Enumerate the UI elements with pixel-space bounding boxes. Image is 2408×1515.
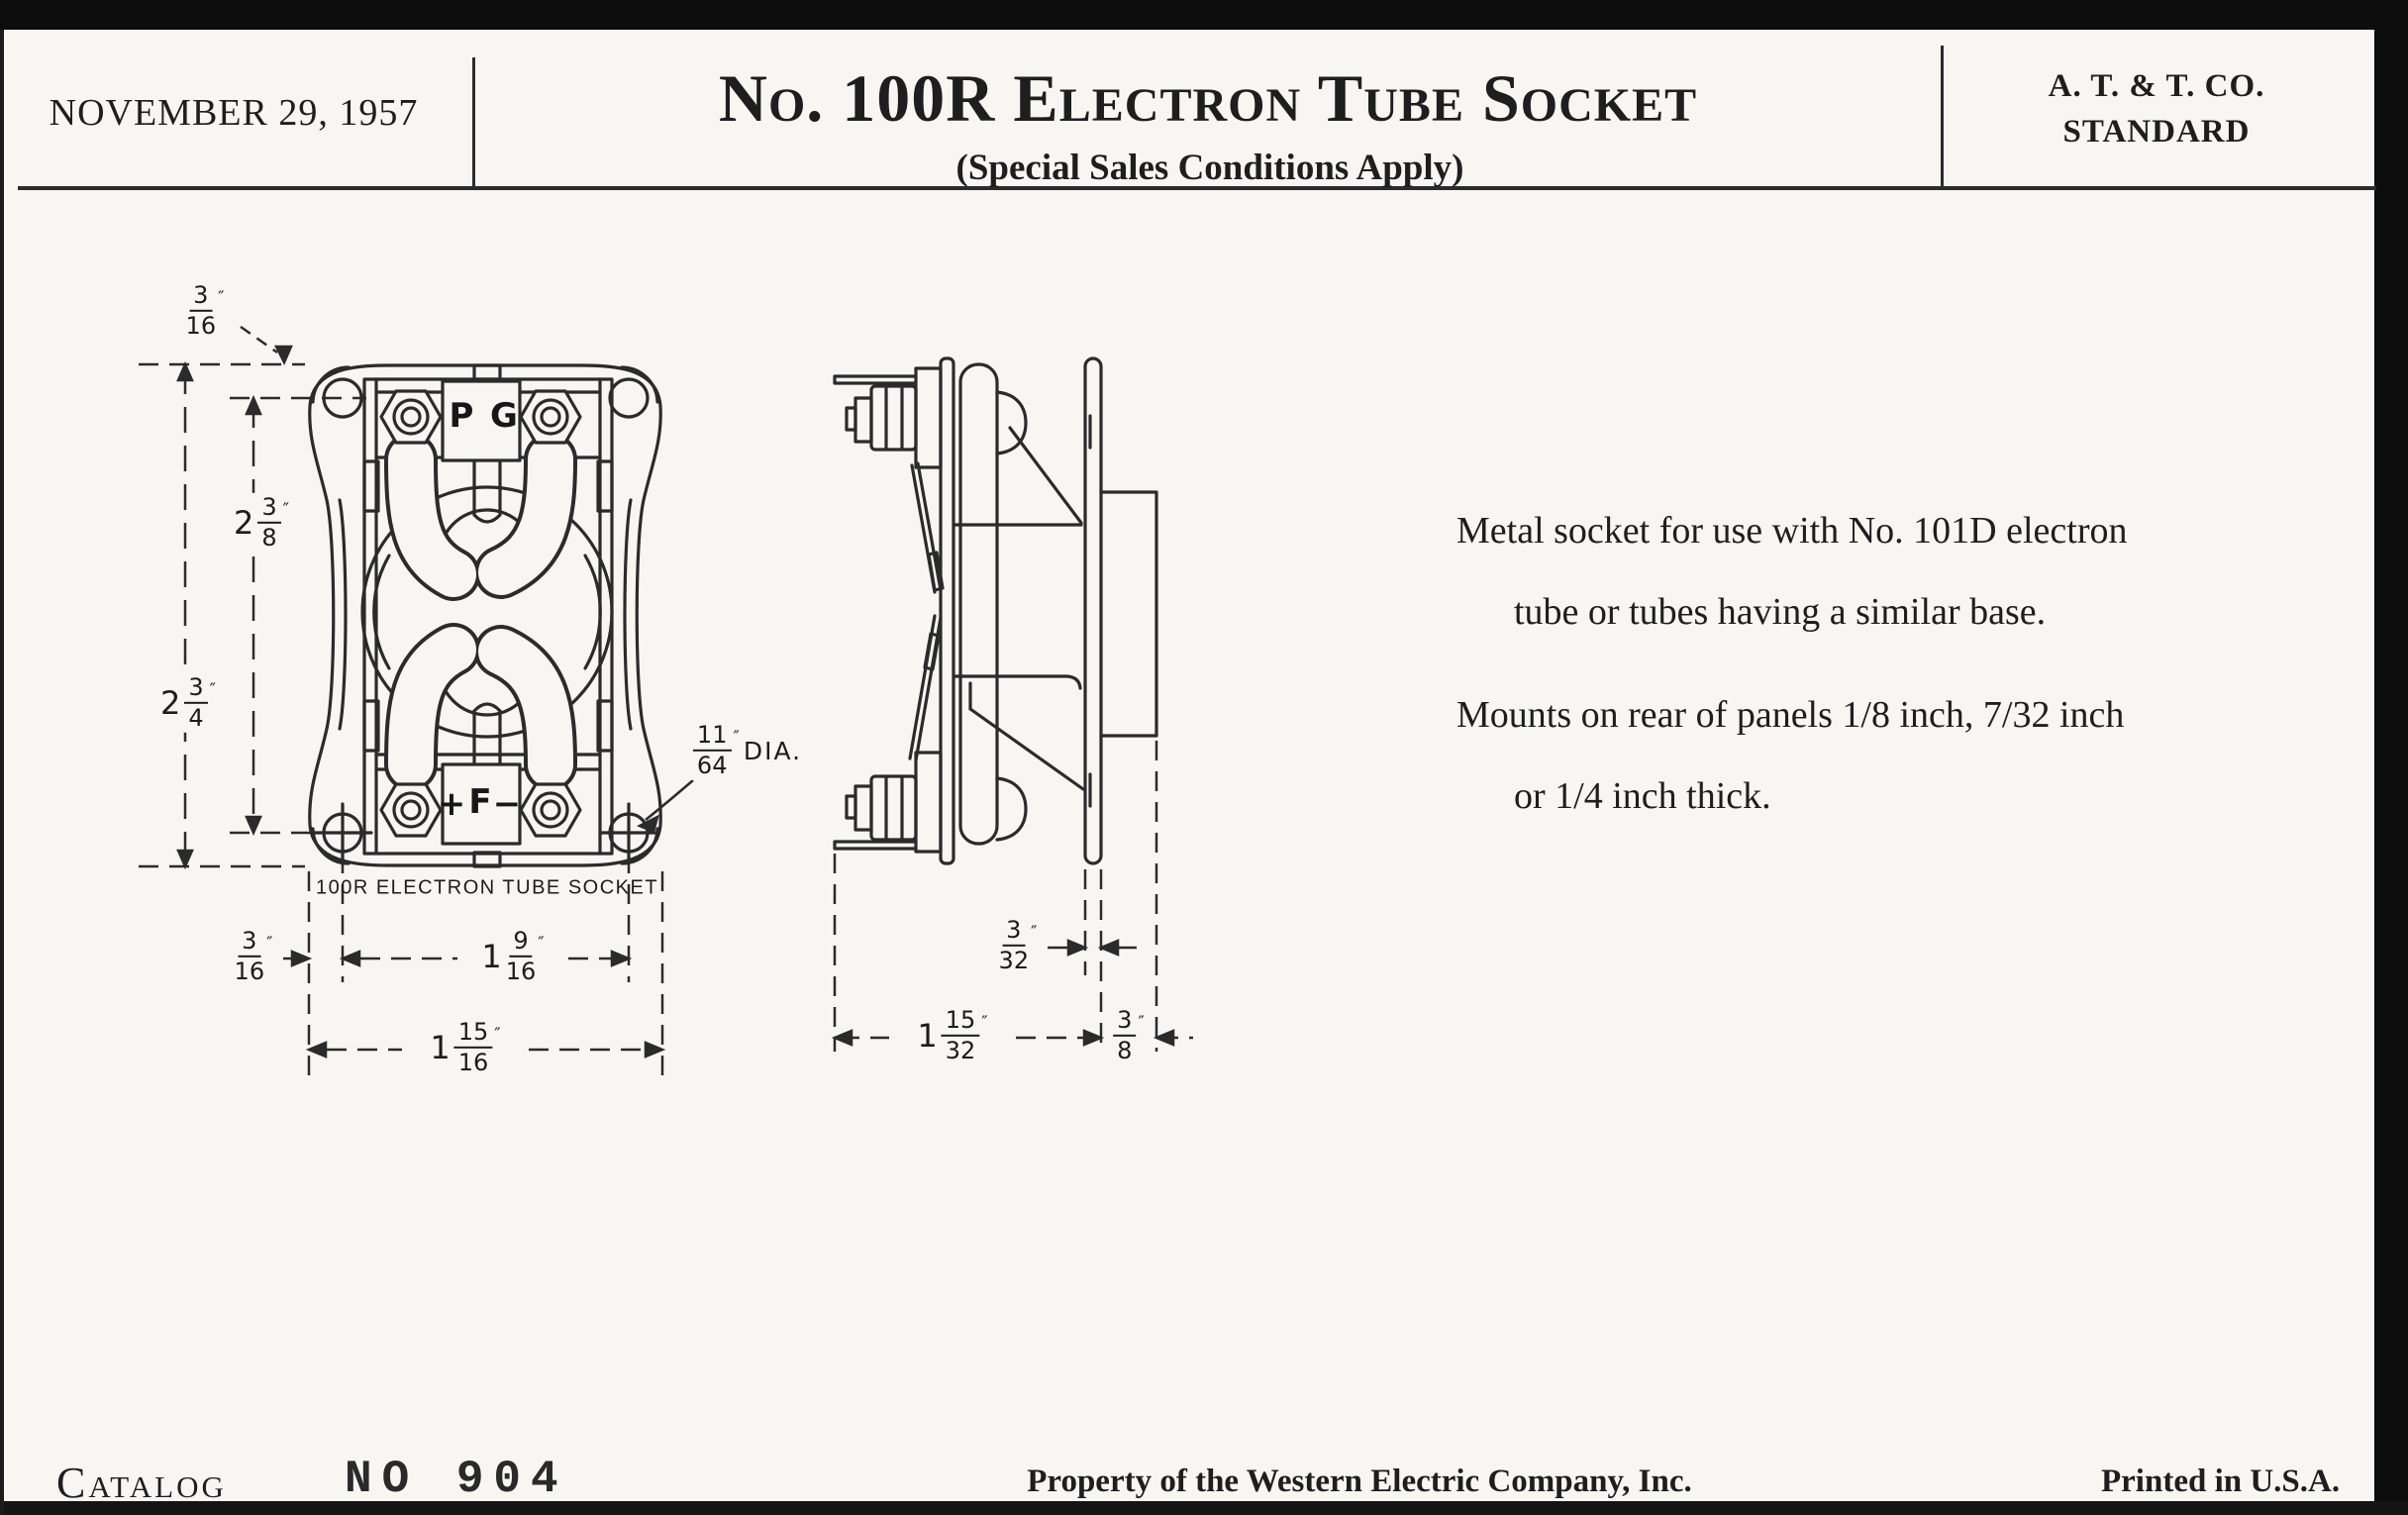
dim-numerator: 3	[238, 929, 260, 958]
dim-word: DIA.	[743, 736, 803, 765]
dim-numerator: 3	[1113, 1008, 1136, 1037]
dim-fraction	[454, 1017, 493, 1076]
terminal-label-minus: −	[492, 784, 522, 824]
dim-denominator: 16	[185, 312, 217, 340]
dim-denominator: 64	[696, 752, 728, 779]
dim-denominator: 16	[234, 958, 265, 985]
issue-date: NOVEMBER 29, 1957	[49, 92, 419, 134]
dim-side-rear-depth	[1108, 1006, 1150, 1065]
dim-denominator: 16	[457, 1049, 489, 1076]
dim-unit: ″	[218, 288, 225, 308]
dim-fraction	[942, 1005, 980, 1064]
dim-unit: ″	[282, 500, 289, 520]
dim-fraction	[184, 672, 207, 732]
catalog-number-stamp: NO 904	[345, 1454, 568, 1505]
dim-fraction	[185, 280, 217, 340]
dim-unit: ″	[538, 934, 545, 954]
mounting-hole	[610, 379, 648, 417]
dim-fraction	[1113, 1005, 1136, 1064]
page-subtitle: (Special Sales Conditions Apply)	[955, 148, 1464, 188]
dim-unit: ″	[266, 934, 273, 954]
dim-side-flange-thickness	[994, 916, 1043, 975]
contact-springs	[411, 459, 551, 764]
dim-front-hole-span-h	[476, 927, 549, 986]
dim-side-body-depth	[912, 1006, 992, 1065]
dim-front-overall-h	[425, 1018, 505, 1077]
front-plate-edge	[941, 358, 953, 863]
dim-whole: 1	[481, 938, 502, 975]
printed-notice: Printed in U.S.A.	[2101, 1464, 2341, 1499]
terminal-label-plus: +	[437, 784, 466, 824]
page-title: No. 100R Electron Tube Socket	[718, 60, 1698, 136]
dim-numerator: 9	[509, 929, 532, 958]
dim-numerator: 15	[942, 1008, 980, 1037]
dim-unit: ″	[209, 680, 216, 700]
dim-numerator: 15	[454, 1020, 493, 1049]
dim-whole: 1	[917, 1017, 938, 1055]
description-notes	[1456, 490, 2128, 837]
dim-unit: ″	[733, 728, 740, 748]
dim-whole: 2	[160, 684, 181, 722]
dim-denominator: 32	[945, 1037, 976, 1064]
dim-fraction	[234, 926, 265, 985]
dim-denominator: 4	[188, 704, 204, 732]
dim-fraction	[998, 915, 1030, 974]
dim-numerator: 3	[257, 495, 280, 524]
dim-fraction	[505, 926, 537, 985]
note-line: tube or tubes having a similar base.	[1514, 591, 2047, 633]
note-line: or 1/4 inch thick.	[1514, 775, 1771, 817]
dim-whole: 1	[430, 1029, 451, 1066]
org-line2: STANDARD	[2062, 114, 2251, 150]
catalog-label: Catalog	[56, 1459, 227, 1507]
dim-unit: ″	[1138, 1013, 1145, 1033]
dim-fraction	[257, 492, 280, 552]
dim-denominator: 32	[998, 947, 1030, 974]
dim-front-overall-v	[155, 673, 221, 733]
dim-fraction	[693, 720, 732, 779]
property-notice: Property of the Western Electric Company, Inc.	[1027, 1464, 1692, 1499]
terminal-label-filament: F	[468, 782, 492, 822]
dim-unit: ″	[494, 1025, 501, 1045]
dim-numerator: 11	[693, 723, 732, 752]
dim-denominator: 8	[1117, 1037, 1133, 1064]
dim-unit: ″	[1031, 923, 1038, 943]
dim-whole: 2	[234, 504, 254, 542]
terminal-label-grid: G	[490, 396, 518, 436]
note-line: Mounts on rear of panels 1/8 inch, 7/32 inch	[1456, 694, 2125, 736]
note-line: Metal socket for use with No. 101D electron	[1456, 510, 2128, 552]
dim-denominator: 16	[505, 958, 537, 985]
terminal-label-plate: P	[449, 396, 474, 436]
rear-cylinder	[1101, 492, 1156, 736]
mounting-flange	[1085, 358, 1101, 863]
dim-numerator: 3	[189, 283, 212, 312]
side-view	[835, 358, 1156, 863]
dim-numerator: 3	[1002, 918, 1025, 947]
drawing-caption: 100R ELECTRON TUBE SOCKET	[315, 876, 659, 899]
dim-hole-diameter	[688, 721, 807, 780]
org-line1: A. T. & T. CO.	[2048, 68, 2265, 104]
dim-front-top-margin	[181, 281, 230, 341]
dim-denominator: 8	[261, 524, 277, 552]
dim-unit: ″	[981, 1013, 988, 1033]
dim-front-hole-span-v	[229, 493, 294, 553]
dim-numerator: 3	[184, 675, 207, 704]
dim-front-bottom-margin	[230, 927, 278, 986]
